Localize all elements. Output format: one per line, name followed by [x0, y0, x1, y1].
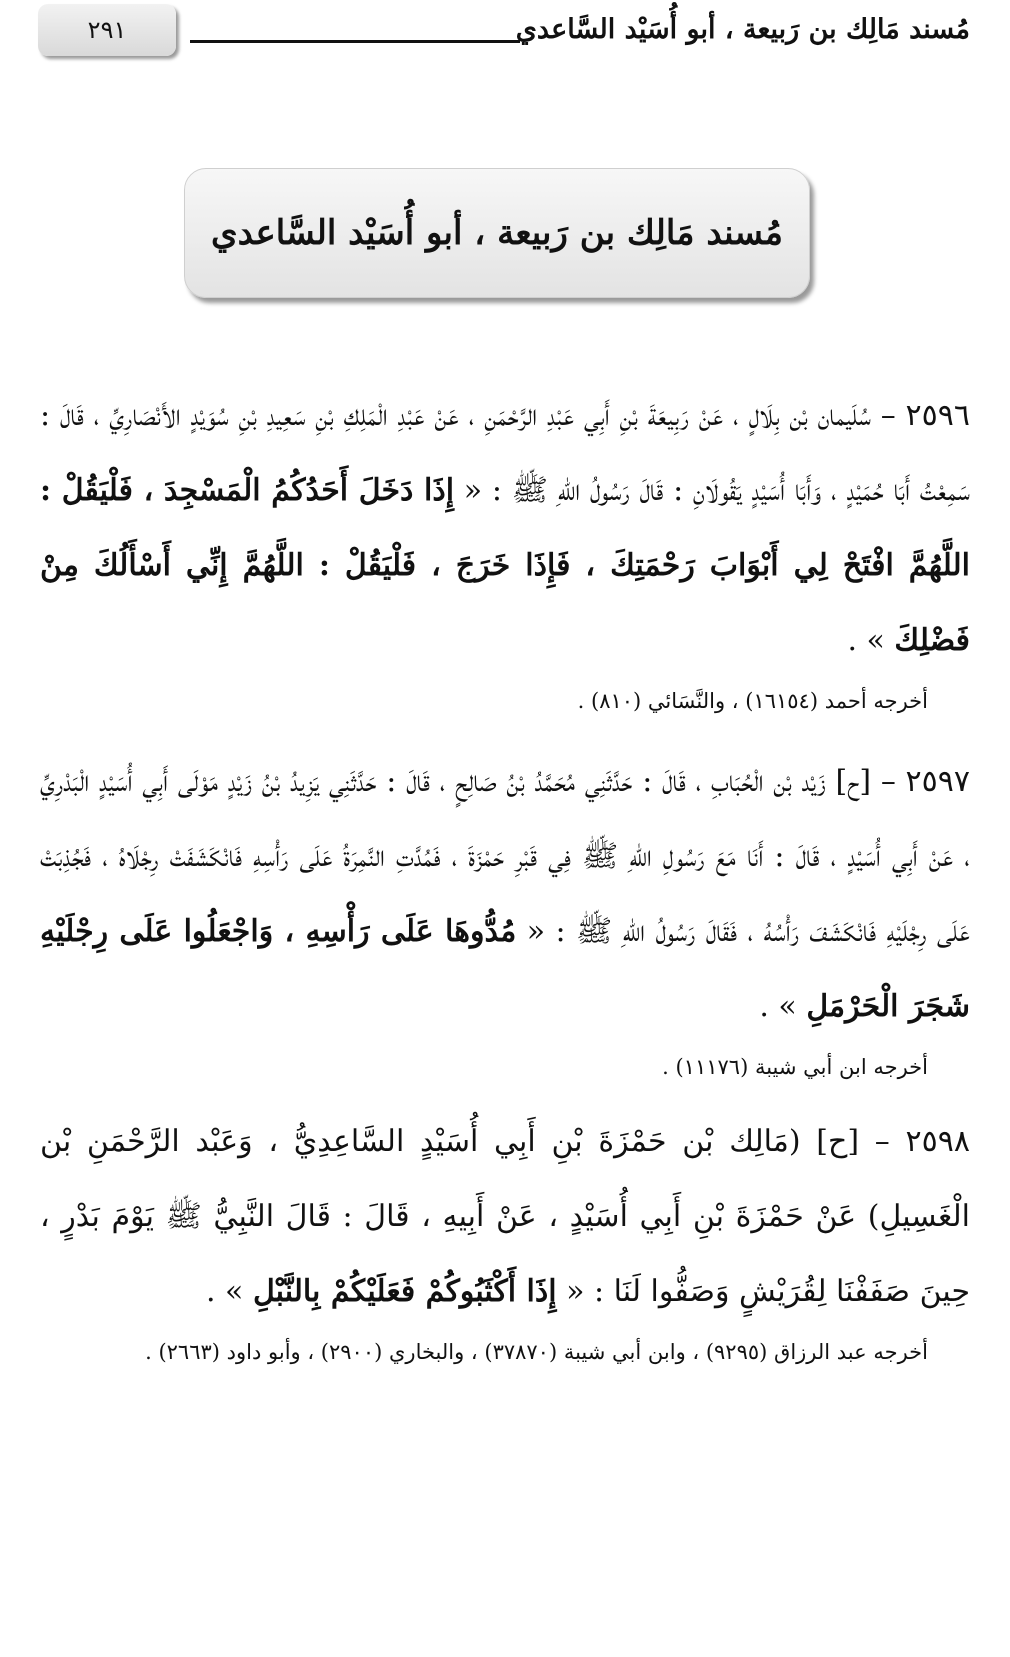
hadith-text	[40, 744, 970, 1044]
hadith-entry	[40, 378, 970, 718]
quote-close: » .	[205, 1274, 253, 1309]
header-rule	[190, 40, 520, 43]
quote-close: » .	[759, 989, 807, 1024]
hadith-isnad: – [ح] (مَالِك بْن حَمْزَةَ بْنِ أَبِي أُسَيْدٍ السَّاعِدِيُّ ، وَعَبْد الرَّحْمَنِ بْن الْغَسِيلِ) عَنْ حَمْزَةَ بْنِ أَبِي أُسَيْدٍ ، عَنْ أَبِيهِ ، قَالَ : قَالَ النَّبِيُّ ﷺ يَوْمَ بَدْرٍ ، حِينَ صَفَفْنَا لِقُرَيْشٍ وَصَفُّوا لَنَا : «	[40, 1124, 970, 1309]
running-header	[0, 0, 1010, 70]
takhrij-note: أخرجه أحمد (١٦١٥٤) ، والنَّسَائي (٨١٠) .	[577, 689, 928, 713]
chapter-title-box	[184, 168, 810, 298]
running-title: مُسند مَالِك بن رَبيعة ، أبو أُسَيْد السَّاعدي	[515, 14, 970, 45]
hadith-number: ٢٥٩٦	[905, 398, 970, 433]
hadith-entry	[40, 1104, 970, 1369]
prophetic-saying: إِذَا دَخَلَ أَحَدُكُمُ الْمَسْجِدَ ، فَلْيَقُلْ : اللَّهُمَّ افْتَحْ لِي أَبْوَابَ رَحْمَتِكَ ، فَإِذَا خَرَجَ ، فَلْيَقُلْ : اللَّهُمَّ إِنِّي أَسْأَلُكَ مِنْ فَضْلِكَ	[40, 473, 970, 658]
hadith-number: ٢٥٩٧	[905, 764, 970, 799]
page-number: ٢٩١	[38, 4, 176, 56]
hadith-text	[40, 378, 970, 678]
hadith-isnad: – سُلَيمان بْن بِلَالٍ ، عَنْ رَبِيعَةَ بْنِ أَبِي عَبْدِ الرَّحْمَنِ ، عَنْ عَبْدِ الْمَلِكِ بْنِ سَعِيدِ بْنِ سُوَيْدٍ الأَنْصَارِيِّ ، قَالَ : سَمِعْتُ أَبَا حُمَيْدٍ ، وَأَبَا أُسَيْدٍ يَقُولَانِ : قَالَ رَسُولُ اللهِ ﷺ : «	[40, 398, 970, 508]
hadith-isnad: – [ح] زَيْد بْن الْحُبَابِ ، قَالَ : حَدَّثَنِي مُحَمَّدُ بْنُ صَالِحٍ ، قَالَ : حَدَّثَنِي يَزِيدُ بْنُ زَيْدٍ مَوْلَى أَبِي أُسَيْدٍ الْبَدْرِيِّ ، عَنْ أَبِي أُسَيْدٍ ، قَالَ : أَنَا مَعَ رَسُولِ اللهِ ﷺ فِي قَبْرِ حَمْزَةَ ، فَمُدَّتِ النَّمِرَةُ عَلَى رَأْسِهِ فَانْكَشَفَتْ رِجْلَاهُ ، فَجُذِبَتْ عَلَى رِجْلَيْهِ فَانْكَشَفَ رَأْسُهُ ، فَقَالَ رَسُولُ اللهِ ﷺ : «	[40, 764, 970, 949]
prophetic-saying: إِذَا أَكْثَبُوكُمْ فَعَلَيْكُمْ بِالنَّبْلِ	[252, 1274, 557, 1309]
takhrij-note: أخرجه عبد الرزاق (٩٢٩٥) ، وابن أبي شيبة (٣٧٨٧٠) ، والبخاري (٢٩٠٠) ، وأبو داود (٢٦٦٣) .	[145, 1340, 928, 1364]
hadith-text	[40, 1104, 970, 1329]
quote-close: » .	[847, 623, 895, 658]
hadith-entry	[40, 744, 970, 1084]
prophetic-saying: مُدُّوهَا عَلَى رَأْسِهِ ، وَاجْعَلُوا عَلَى رِجْلَيْهِ شَجَرَ الْحَرْمَلِ	[40, 914, 970, 1024]
hadith-list	[40, 378, 970, 1369]
takhrij-note: أخرجه ابن أبي شيبة (١١١٧٦) .	[662, 1055, 928, 1079]
hadith-number: ٢٥٩٨	[905, 1124, 970, 1159]
chapter-title: مُسند مَالِك بن رَبيعة ، أبو أُسَيْد السَّاعدي	[211, 213, 783, 253]
